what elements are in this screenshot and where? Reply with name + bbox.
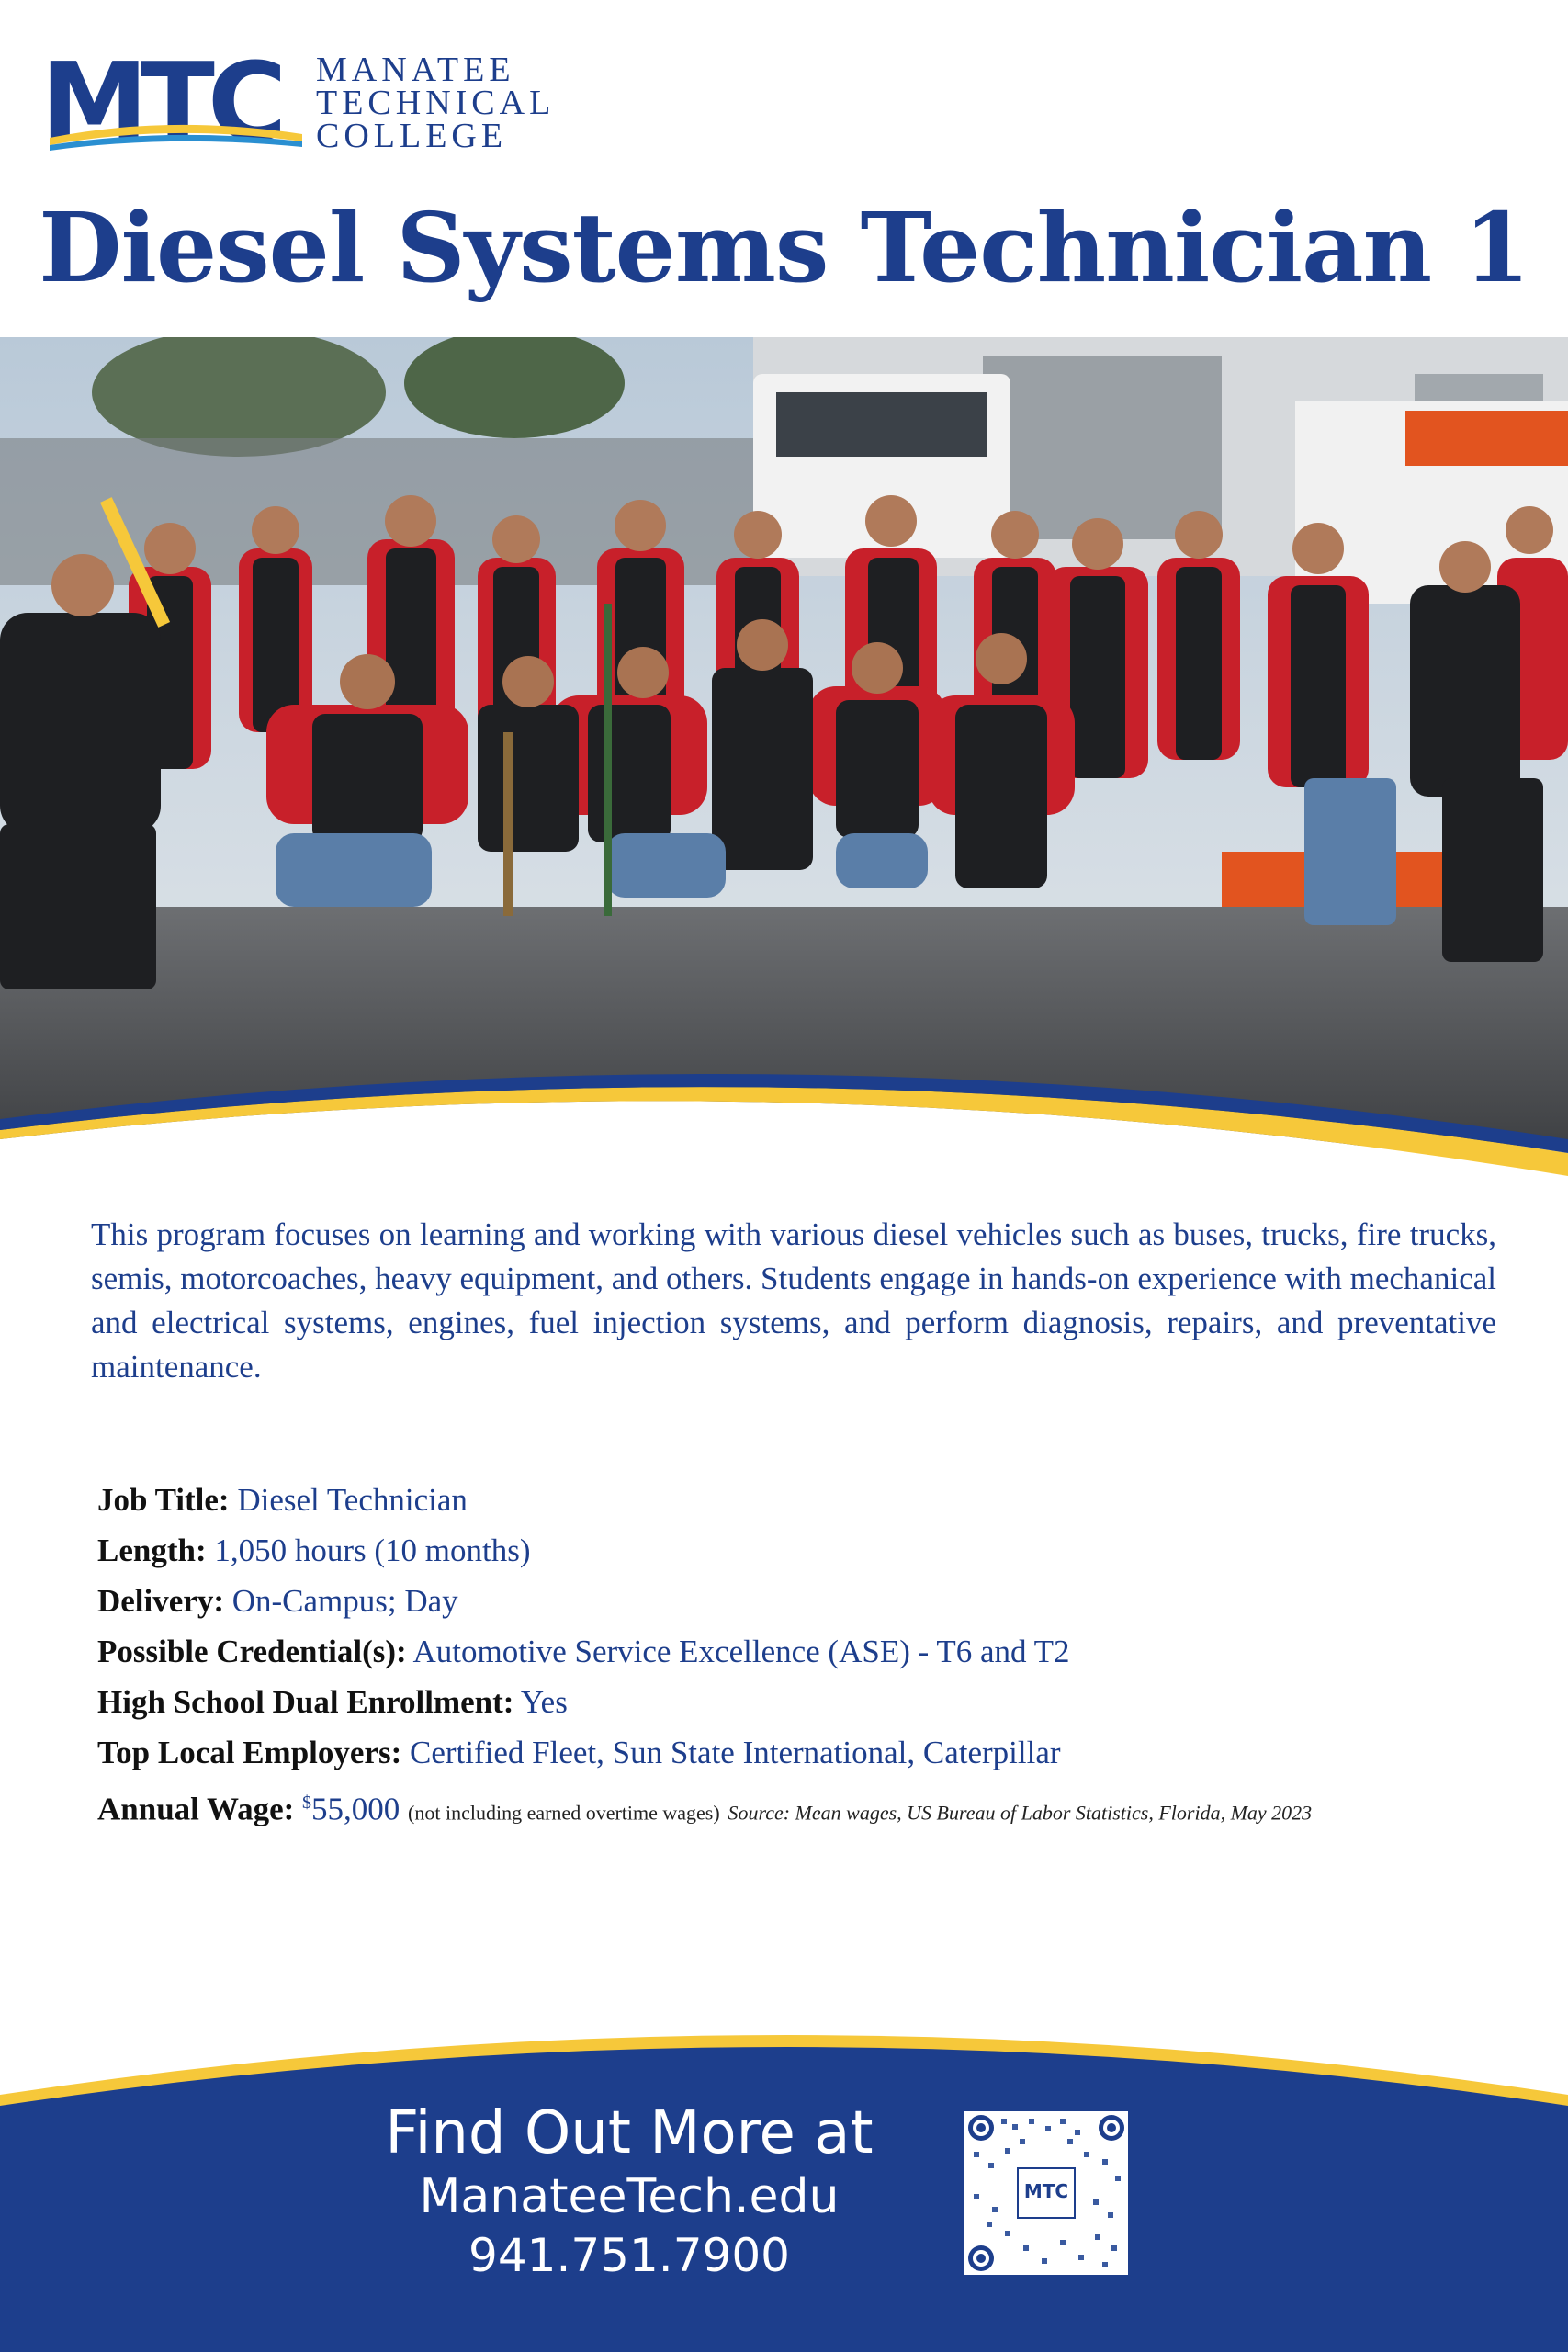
svg-text:MTC: MTC [1023, 2180, 1069, 2202]
college-logo [40, 50, 573, 160]
detail-job-title [97, 1475, 1530, 1525]
detail-delivery [97, 1576, 1530, 1626]
detail-credentials [97, 1626, 1530, 1677]
detail-value: Yes [520, 1684, 568, 1720]
detail-value: 1,050 hours (10 months) [214, 1532, 531, 1568]
detail-label: Delivery: [97, 1583, 224, 1619]
detail-value: Certified Fleet, Sun State International, Caterpillar [410, 1735, 1061, 1770]
website-link[interactable]: ManateeTech.edu [419, 2169, 840, 2224]
logo-word-2: TECHNICAL [316, 84, 556, 122]
decorative-wave [0, 1038, 1568, 1185]
contact-block [358, 2099, 900, 2285]
qr-code-icon[interactable] [964, 2111, 1128, 2275]
logo-wordmark [316, 53, 555, 153]
page-title: Diesel Systems Technician 1 [39, 191, 1529, 304]
detail-label: Job Title: [97, 1482, 230, 1518]
detail-label: Length: [97, 1532, 207, 1568]
program-details [97, 1475, 1530, 1838]
detail-label: Top Local Employers: [97, 1735, 402, 1770]
detail-employers [97, 1727, 1530, 1778]
svg-text:MTC: MTC [40, 50, 280, 153]
wage-value: 55,000 [311, 1791, 400, 1827]
group-photo [0, 337, 1568, 1146]
logo-word-3: COLLEGE [316, 117, 508, 155]
detail-wage [97, 1778, 1530, 1838]
detail-value: Diesel Technician [237, 1482, 468, 1518]
mtc-logo-icon [40, 50, 307, 153]
detail-value: On-Campus; Day [231, 1583, 458, 1619]
detail-length [97, 1525, 1530, 1576]
detail-value: Automotive Service Excellence (ASE) - T6 and T2 [412, 1634, 1070, 1669]
wage-currency: $ [302, 1792, 312, 1813]
logo-word-1: MANATEE [316, 51, 515, 89]
wage-source: Source: Mean wages, US Bureau of Labor Statistics, Florida, May 2023 [728, 1801, 1313, 1825]
detail-label: Annual Wage: [97, 1791, 295, 1827]
program-description: This program focuses on learning and working with various diesel vehicles such as buses, trucks, fire trucks, semis, motorcoaches, heavy equipment, and others. Students engage in hands-on experience with mechanical and electrical systems, engines, fuel injection systems, and perform diagnosis, repairs, and preventative maintenance. [91, 1216, 1496, 1385]
detail-label: Possible Credential(s): [97, 1634, 407, 1669]
find-out-more: Find Out More at [385, 2099, 874, 2167]
wage-note: (not including earned overtime wages) [408, 1801, 720, 1825]
detail-label: High School Dual Enrollment: [97, 1684, 514, 1720]
phone-number[interactable]: 941.751.7900 [468, 2229, 790, 2282]
detail-dual-enrollment [97, 1677, 1530, 1727]
